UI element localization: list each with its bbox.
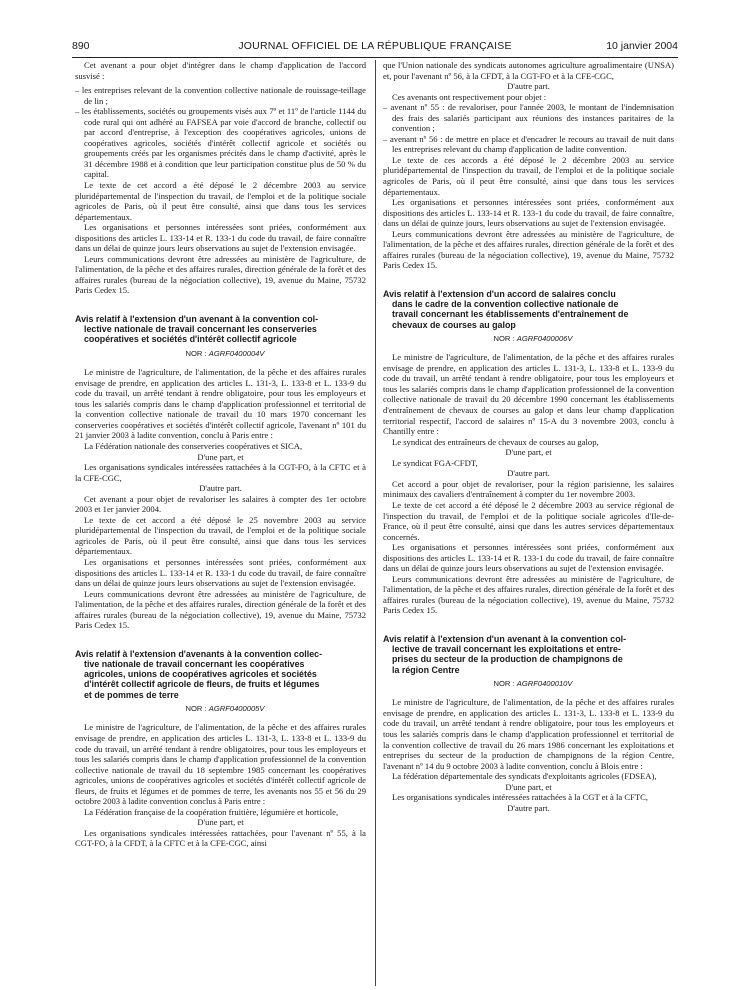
title-line: d'intérêt collectif agricole de fleurs, de fruits et légumes [84, 679, 320, 690]
notice-title [75, 314, 366, 345]
paragraph: Les organisations syndicales intéressées rattachées à la CGT-FO, à la CFTC et à la CFE-CGC, [75, 462, 366, 483]
journal-title: JOURNAL OFFICIEL DE LA RÉPUBLIQUE FRANÇAISE [238, 40, 512, 52]
title-line: Avis relatif à l'extension d'un accord de salaires conclu [383, 288, 616, 299]
paragraph: Le texte de cet accord a été déposé le 2 décembre 2003 au service régional de l'inspection du travail, de l'emploi et de la politique sociale agricoles d'Ile-de-France, où il peut être consulté, ainsi que dans les autres services départementaux concernés. [383, 499, 674, 542]
title-line: travail concernant les établissements d'entraînement de [392, 309, 629, 320]
title-line: Avis relatif à l'extension d'avenants à la convention collec- [75, 648, 323, 659]
title-line: la région Centre [392, 664, 460, 675]
paragraph: Le texte de cet accord a été déposé le 2 décembre 2003 au service pluridépartemental de l'inspection du travail, de l'emploi et de la politique sociale agricoles de Paris, où il peut être consulté, ainsi que dans tous les services départementaux. [75, 180, 366, 222]
list-item: – avenant nº 56 : de mettre en place et d'encadrer le recours au travail de nuit dans les entreprises relevant du champ d'application de ladite convention. [383, 133, 674, 155]
left-column [75, 60, 366, 849]
paragraph: Cet accord a pour objet de revaloriser, pour la région parisienne, les salaires minimaux des cavaliers d'entraînement à compter du 1er novembre 2003. [383, 478, 674, 500]
paragraph: Ces avenants ont respectivement pour objet : [392, 91, 547, 102]
paragraph: Les organisations et personnes intéressées sont priées, conformément aux dispositions des articles L. 133-14 et R. 133-1 du code du travail, de faire connaître dans un délai de quinze jours leurs observations au sujet de l'extension envisagée. [75, 222, 366, 254]
nor-label: NOR : [493, 333, 515, 343]
list-item: – avenant nº 55 : de revaloriser, pour l'année 2003, le montant de l'indemnisation des frais des salariés participant aux réunions des instances paritaires de la convention ; [383, 102, 674, 134]
paragraph: Les organisations et personnes intéressées sont priées, conformément aux dispositions des articles L. 133-14 et R. 133-1 du code du travail, de faire connaître dans un délai de quinze jours leurs observations au sujet de l'extension envisagée. [75, 557, 366, 589]
notice-title [383, 289, 674, 330]
paragraph: D'une part, et [197, 817, 244, 828]
paragraph: D'autre part. [199, 483, 242, 494]
paragraph: Le syndicat FGA-CFDT, [392, 457, 478, 468]
list-item: – les établissements, sociétés ou groupements visés aux 7º et 11º de l'article 1144 du code rural qui ont adhéré au FAFSEA par voie d'accord de branche, collectif ou par accord d'entreprise, à l'exception des coopératives agricoles, unions de coopératives agricoles, sociétés d'intérêt collectif agricole et sociétés ou groupements créés par les organismes précités dans le champ d'activité, après le 31 décembre 1988 et à condition que leur participation constitue plus de 50 % du capital. [75, 106, 366, 180]
paragraph: D'autre part. [507, 802, 550, 813]
paragraph: Le syndicat des entraîneurs de chevaux de courses au galop, [392, 436, 599, 447]
paragraph: Le texte de ces accords a été déposé le 2 décembre 2003 au service pluridépartemental de l'inspection du travail, de l'emploi et de la politique sociale agricoles de Paris, où il peut être consulté, ainsi que dans tous les services départementaux. [383, 154, 674, 197]
title-line: tive nationale de travail concernant les coopératives [84, 659, 305, 670]
paragraph: D'une part, et [505, 781, 552, 792]
paragraph: Les organisations et personnes intéressées sont priées, conformément aux dispositions des articles L. 133-14 et R. 133-1 du code du travail, de faire connaître, dans un délai de quinze jours, leurs observations au sujet de l'extension envisagée. [383, 197, 674, 229]
paragraph: Leurs communications devront être adressées au ministère de l'agriculture, de l'alimentation, de la pêche et des affaires rurales, direction générale de la forêt et des affaires rurales (bureau de la négociation collective), 19, avenue du Maine, 75732 Paris Cedex 15. [383, 573, 674, 616]
paragraph: Le ministre de l'agriculture, de l'alimentation, de la pêche et des affaires rurales envisage de prendre, en application des articles L. 131-3, L. 133-8 et L. 133-9 du code du travail, un arrêté tendant à rendre obligatoire, pour tous les employeurs et tous les salariés compris dans le champ d'application professionnel et territorial de la convention collective nationale de travail du 10 mars 1970 concernant les conserveries coopératives et sociétés d'intérêt collectif agricole, l'avenant nº 101 du 21 janvier 2003 à ladite convention, conclu à Paris entre : [75, 367, 366, 441]
paragraph: D'une part, et [505, 447, 552, 458]
paragraph: Le texte de cet accord a été déposé le 25 novembre 2003 au service pluridépartemental de l'inspection du travail, de l'emploi et de la politique sociale agricoles de Paris, où il peut être consulté, ainsi que dans tous les services départementaux. [75, 514, 366, 557]
paragraph: Le ministre de l'agriculture, de l'alimentation, de la pêche et des affaires rurales envisage de prendre, en application des articles L. 131-3, L. 133-8 et L. 133-9 du code du travail, un arrêté tendant à rendre obligatoire, pour tous les employeurs et tous les salariés compris dans le champ d'application professionnel et territorial de la convention collective de travail du 26 mars 1986 concernant les exploitations et entreprises du secteur de la production de champignons de la région Centre, l'avenant nº 14 du 9 octobre 2003 à ladite convention, conclu à Blois entre : [383, 697, 674, 771]
title-line: chevaux de courses au galop [392, 319, 516, 330]
nor-reference [383, 679, 674, 690]
title-line: agricoles, unions de coopératives agricoles et sociétés [84, 669, 317, 680]
title-line: dans le cadre de la convention collective nationale de [392, 299, 619, 310]
column-divider [375, 60, 376, 986]
paragraph: Les organisations syndicales intéressées rattachées, pour l'avenant nº 55, à la CGT-FO, à la CFDT, à la CFTC et à la CFE-CGC, ainsi [75, 827, 366, 849]
paragraph: Le ministre de l'agriculture, de l'alimentation, de la pêche et des affaires rurales envisage de prendre, en application des articles L. 131-3, L. 133-8 et L. 133-9 du code du travail, un arrêté tendant à rendre obligatoire, pour tous les employeurs et tous les salariés compris dans le champ d'application professionnel de la convention collective nationale de travail du 20 décembre 1990 concernant les établissements d'entraînement de chevaux de courses au galop et dans leur champ d'application territorial respectif, l'accord de salaires nº 15-A du 3 novembre 2003, conclu à Chantilly entre : [383, 352, 674, 437]
title-line: et de pommes de terre [84, 689, 179, 700]
nor-code: AGRF0400006V [516, 333, 573, 343]
paragraph: Le ministre de l'agriculture, de l'alimentation, de la pêche et des affaires rurales envisage de prendre, en application des articles L. 131-3, L. 133-8 et L. 133-9 du code du travail, un arrêté tendant à rendre obligatoires, pour tous les employeurs et tous les salariés compris dans le champ d'application professionnel de la convention collective nationale de travail du 18 septembre 1985 concernant les coopératives agricoles, unions de coopératives agricoles et sociétés d'intérêt collectif agricole de fleurs, de fruits et légumes et de pommes de terre, les avenants nos 55 et 56 du 29 octobre 2003 à ladite convention conclus à Paris entre : [75, 722, 366, 807]
paragraph: La Fédération nationale des conserveries coopératives et SICA, [84, 441, 303, 452]
paragraph: Leurs communications devront être adressées au ministère de l'agriculture, de l'alimentation, de la pêche et des affaires rurales, direction générale de la forêt et des affaires rurales (bureau de la négociation collective), 19, avenue du Maine, 75732 Paris Cedex 15. [383, 228, 674, 271]
nor-reference [75, 704, 366, 715]
paragraph: Cet avenant a pour objet d'intégrer dans le champ d'application de l'accord susvisé : [75, 60, 366, 81]
title-line: prises du secteur de la production de champignons de [392, 654, 623, 665]
nor-code: AGRF0400004V [208, 348, 265, 358]
nor-code: AGRF0400005V [208, 703, 265, 713]
paragraph: Leurs communications devront être adressées au ministère de l'agriculture, de l'alimentation, de la pêche et des affaires rurales, direction générale de la forêt et des affaires rurales (bureau de la négociation collective), 19, avenue du Maine, 75732 Paris Cedex 15. [75, 253, 366, 296]
notice-title [75, 649, 366, 700]
nor-reference [383, 334, 674, 345]
nor-label: NOR : [493, 678, 515, 688]
notice-title [383, 634, 674, 675]
paragraph: Les organisations syndicales intéressées rattachées à la CGT et à la CFTC, [392, 792, 648, 803]
nor-label: NOR : [185, 348, 207, 358]
paragraph: que l'Union nationale des syndicats autonomes agriculture agroalimentaire (UNSA) et, pour l'avenant nº 56, à la CFDT, à la CGT-FO et à la CFE-CGC, [383, 60, 674, 81]
title-line: lective de travail concernant les exploitations et entre- [392, 644, 621, 655]
nor-code: AGRF0400010V [516, 678, 573, 688]
paragraph: D'autre part. [507, 81, 550, 92]
paragraph: Cet avenant a pour objet de revaloriser les salaires à compter des 1er octobre 2003 et 1er janvier 2004. [75, 493, 366, 515]
paragraph: Leurs communications devront être adressées au ministère de l'agriculture, de l'alimentation, de la pêche et des affaires rurales, direction générale de la forêt et des affaires rurales (bureau de la négociation collective), 19, avenue du Maine, 75732 Paris Cedex 15. [75, 588, 366, 631]
paragraph: La fédération départementale des syndicats d'exploitants agricoles (FDSEA), [392, 771, 657, 782]
title-line: coopératives et sociétés d'intérêt collectif agricole [84, 334, 297, 345]
title-line: Avis relatif à l'extension d'un avenant à la convention col- [75, 314, 319, 325]
nor-label: NOR : [185, 703, 207, 713]
paragraph: D'une part, et [197, 451, 244, 462]
title-line: Avis relatif à l'extension d'un avenant à la convention col- [383, 633, 627, 644]
header-rule [72, 57, 678, 58]
paragraph: Les organisations et personnes intéressées sont priées, conformément aux dispositions des articles L. 133-14 et R. 133-1 du code du travail, de faire connaître dans un délai de quinze jours leurs observations au sujet de l'extension envisagée. [383, 542, 674, 574]
nor-reference [75, 349, 366, 360]
paragraph: D'autre part. [507, 468, 550, 479]
paragraph: La Fédération française de la coopération fruitière, légumière et horticole, [84, 806, 339, 817]
title-line: lective nationale de travail concernant les conserveries [84, 324, 317, 335]
right-column [383, 60, 674, 813]
running-header [72, 40, 678, 54]
issue-date: 10 janvier 2004 [606, 40, 678, 52]
page-number: 890 [72, 40, 90, 52]
list-item: – les entreprises relevant de la convention collective nationale de rouissage-teillage de lin ; [75, 85, 366, 106]
